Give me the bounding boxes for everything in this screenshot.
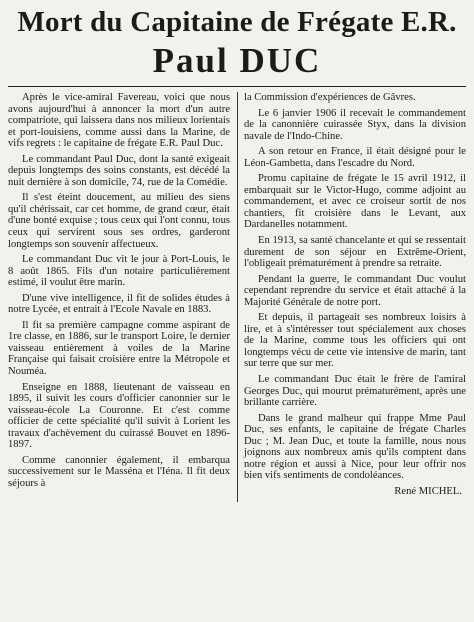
- paragraph: Le commandant Duc était le frère de l'amiral Georges Duc, qui mourut prématurément, après une brillante carrière.: [244, 374, 466, 409]
- headline-name: Paul DUC: [152, 41, 322, 80]
- paragraph: Promu capitaine de frégate le 15 avril 1912, il embarquait sur le Victor-Hugo, comme adjoint au commandement, et avec ce croiseur sortit de nos chantiers, fit croisière dans le Levant, aux Dardanelles notamment.: [244, 173, 466, 231]
- paragraph: A son retour en France, il était désigné pour le Léon-Gambetta, dans l'escadre du Nord.: [244, 146, 466, 169]
- paragraph: Le commandant Duc vit le jour à Port-Louis, le 8 août 1865. Fils d'un notaire particulièrement estimé, il voulut être marin.: [8, 254, 230, 289]
- paragraph: Pendant la guerre, le commandant Duc voulut cependant reprendre du service et était attaché à la Majorité Générale de notre port.: [244, 273, 466, 308]
- paragraph: Enseigne en 1888, lieutenant de vaisseau en 1895, il suivit les cours d'officier canonnier sur le vaisseau-école La Couronne. Et c'est comme officier de cette spécialité qu'il suivit à Lorient les travaux d'achèvement du cuirassé Bouvet en 1896-1897.: [8, 381, 230, 451]
- right-column: [237, 92, 466, 502]
- paragraph: D'une vive intelligence, il fit de solides études à notre Lycée, et entrait à l'Ecole Navale en 1883.: [8, 292, 230, 316]
- paragraph: la Commission d'expériences de Gâvres.: [244, 92, 416, 103]
- paragraph: Le 6 janvier 1906 il recevait le commandement de la canonnière cuirassée Styx, dans la division navale de l'Indo-Chine.: [244, 107, 466, 142]
- headline-title: Mort du Capitaine de Frégate E.R.: [17, 6, 457, 38]
- author-signature: René MICHEL.: [394, 485, 462, 497]
- paragraph: Après le vice-amiral Favereau, voici que nous avons aujourd'hui à annoncer la mort d'un autre compatriote, qui laissera dans nos milieux lorientais et port-louisiens, comme aussi dans la Marine, de vifs regrets : le capitaine de frégate E.R. Paul Duc.: [8, 92, 230, 150]
- left-column: [8, 92, 237, 502]
- paragraph: En 1913, sa santé chancelante et qui se ressentait durement de son séjour en Extrême-Orient, l'obligeait prématurément à prendre sa retraite.: [244, 235, 466, 270]
- paragraph: Il s'est éteint doucement, au milieu des siens qu'il chérissait, car cet homme, de grand cœur, était d'une bonté exquise ; tous ceux qui l'ont connu, tous ceux qui servirent sous ses ordres, garderont longtemps son souvenir affectueux.: [8, 192, 230, 250]
- paragraph: Le commandant Paul Duc, dont la santé exigeait depuis longtemps des soins constants, est décédé la nuit dernière à son domicile, 74, rue de la Comédie.: [8, 153, 230, 188]
- headline-rule: [8, 86, 466, 87]
- paragraph: Il fit sa première campagne comme aspirant de 1re classe, en 1886, sur le transport Loire, le dernier vaisseau entièrement à voiles de la Marine Française qui faisait croisière entre la Métropole et Nouméa.: [8, 319, 230, 378]
- article-body: [8, 92, 466, 502]
- paragraph: Dans le grand malheur qui frappe Mme Paul Duc, ses enfants, le capitaine de frégate Charles Duc ; M. Jean Duc, et toute la famille, nous nous joignons aux nombreux amis qu'ils comptent dans notre région et aussi à Nice, pour leur offrir nos bien vifs sentiments de condoléances.: [244, 412, 466, 482]
- paragraph: Comme canonnier également, il embarqua successivement sur le Masséna et l'Iéna. Il fit deux séjours à: [8, 454, 230, 489]
- paragraph: Et depuis, il partageait ses nombreux loisirs à lire, et à s'intéresser tout spécialement aux choses de la Marine, comme tous les officiers qui ont longtemps vécu de cette vie intensive de marin, tant sur terre que sur mer.: [244, 312, 466, 370]
